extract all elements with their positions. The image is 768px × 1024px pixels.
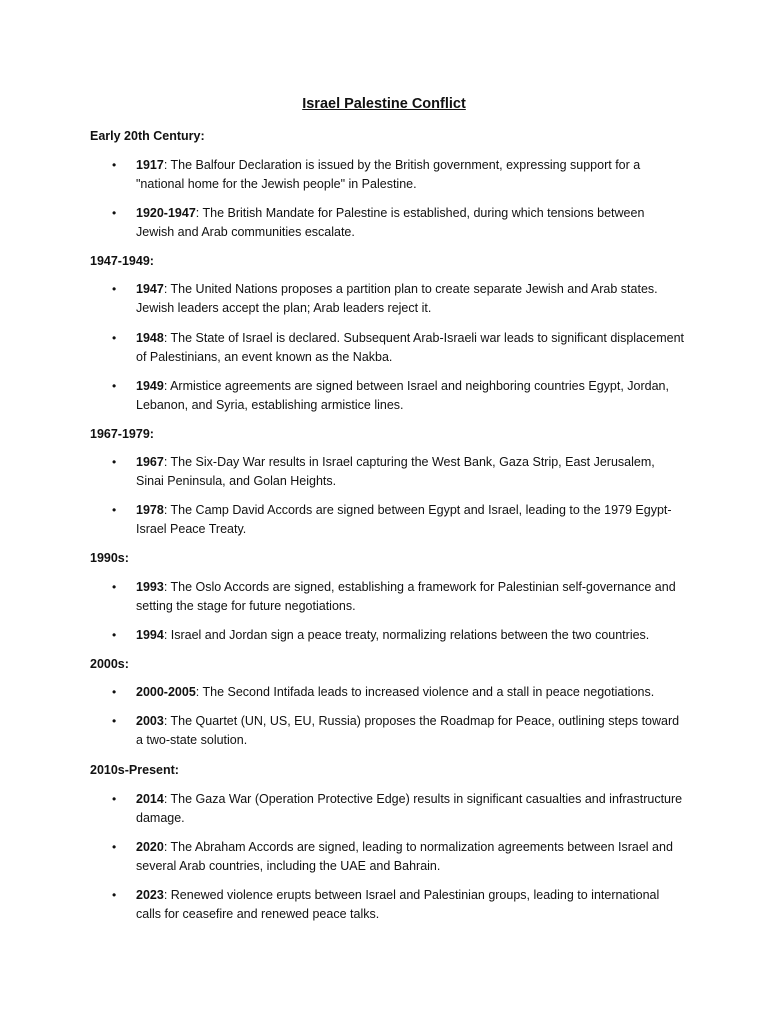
- timeline-item-text: [136, 329, 684, 367]
- timeline-description: : The State of Israel is declared. Subsequent Arab-Israeli war leads to significant displacement of Palestinians, an event known as the Nakba.: [136, 331, 685, 364]
- timeline-description: : Armistice agreements are signed between Israel and neighboring countries Egypt, Jordan, Lebanon, and Syria, establishing armistice lines.: [136, 379, 669, 412]
- timeline-description: : Israel and Jordan sign a peace treaty, normalizing relations between the two countries.: [163, 628, 650, 642]
- section-heading: Early 20th Century:: [90, 129, 205, 143]
- timeline-year: 1994: [136, 628, 164, 642]
- bullet-icon: •: [112, 840, 117, 854]
- section-heading: 2000s:: [90, 657, 129, 671]
- timeline-year: 2003: [136, 714, 164, 728]
- bullet-icon: •: [112, 158, 117, 172]
- timeline-description: : The United Nations proposes a partition plan to create separate Jewish and Arab states. Jewish leaders accept the plan; Arab leaders reject it.: [136, 282, 658, 315]
- timeline-item-text: [136, 204, 684, 242]
- timeline-description: : The Balfour Declaration is issued by the British government, expressing support for a "national home for the Jewish people" in Palestine.: [136, 158, 641, 191]
- timeline-year: 1948: [136, 331, 164, 345]
- timeline-item-text: [136, 578, 684, 616]
- timeline-description: : The Quartet (UN, US, EU, Russia) proposes the Roadmap for Peace, outlining steps toward a two-state solution.: [136, 714, 680, 747]
- timeline-description: : The British Mandate for Palestine is established, during which tensions between Jewish and Arab communities escalate.: [136, 206, 645, 239]
- timeline-item-text: [136, 453, 684, 491]
- timeline-year: 1978: [136, 503, 164, 517]
- timeline-description: : The Six-Day War results in Israel capturing the West Bank, Gaza Strip, East Jerusalem, Sinai Peninsula, and Golan Heights.: [136, 455, 655, 488]
- bullet-icon: •: [112, 503, 117, 517]
- bullet-icon: •: [112, 379, 117, 393]
- timeline-year: 2014: [136, 792, 164, 806]
- timeline-year: 1949: [136, 379, 164, 393]
- timeline-year: 1920-1947: [136, 206, 196, 220]
- timeline-description: : The Second Intifada leads to increased violence and a stall in peace negotiations.: [195, 685, 655, 699]
- timeline-year: 2000-2005: [136, 685, 196, 699]
- timeline-item-text: [136, 886, 684, 924]
- bullet-icon: •: [112, 628, 117, 642]
- timeline-item-text: [136, 790, 684, 828]
- timeline-item-text: [136, 501, 684, 539]
- section-heading: 2010s-Present:: [90, 763, 179, 777]
- timeline-year: 2023: [136, 888, 164, 902]
- timeline-item-text: [136, 683, 684, 702]
- timeline-description: : The Oslo Accords are signed, establishing a framework for Palestinian self-governance and setting the stage for future negotiations.: [136, 580, 676, 613]
- timeline-description: : The Camp David Accords are signed between Egypt and Israel, leading to the 1979 Egypt-Israel Peace Treaty.: [136, 503, 672, 536]
- timeline-year: 1947: [136, 282, 164, 296]
- bullet-icon: •: [112, 206, 117, 220]
- timeline-item-text: [136, 838, 684, 876]
- timeline-item-text: [136, 156, 684, 194]
- timeline-description: : The Abraham Accords are signed, leading to normalization agreements between Israel and several Arab countries, including the UAE and Bahrain.: [136, 840, 673, 873]
- bullet-icon: •: [112, 580, 117, 594]
- document-title: Israel Palestine Conflict: [302, 96, 466, 112]
- timeline-year: 2020: [136, 840, 164, 854]
- section-heading: 1947-1949:: [90, 254, 154, 268]
- bullet-icon: •: [112, 792, 117, 806]
- bullet-icon: •: [112, 685, 117, 699]
- timeline-item-text: [136, 626, 684, 645]
- timeline-item-text: [136, 712, 684, 750]
- section-heading: 1967-1979:: [90, 427, 154, 441]
- timeline-description: : Renewed violence erupts between Israel and Palestinian groups, leading to international calls for ceasefire and renewed peace talks.: [136, 888, 660, 921]
- bullet-icon: •: [112, 888, 117, 902]
- bullet-icon: •: [112, 282, 117, 296]
- timeline-item-text: [136, 280, 684, 318]
- section-heading: 1990s:: [90, 551, 129, 565]
- bullet-icon: •: [112, 455, 117, 469]
- bullet-icon: •: [112, 331, 117, 345]
- bullet-icon: •: [112, 714, 117, 728]
- timeline-description: : The Gaza War (Operation Protective Edge) results in significant casualties and infrastructure damage.: [136, 792, 683, 825]
- timeline-item-text: [136, 377, 684, 415]
- timeline-year: 1967: [136, 455, 164, 469]
- timeline-year: 1993: [136, 580, 164, 594]
- timeline-year: 1917: [136, 158, 164, 172]
